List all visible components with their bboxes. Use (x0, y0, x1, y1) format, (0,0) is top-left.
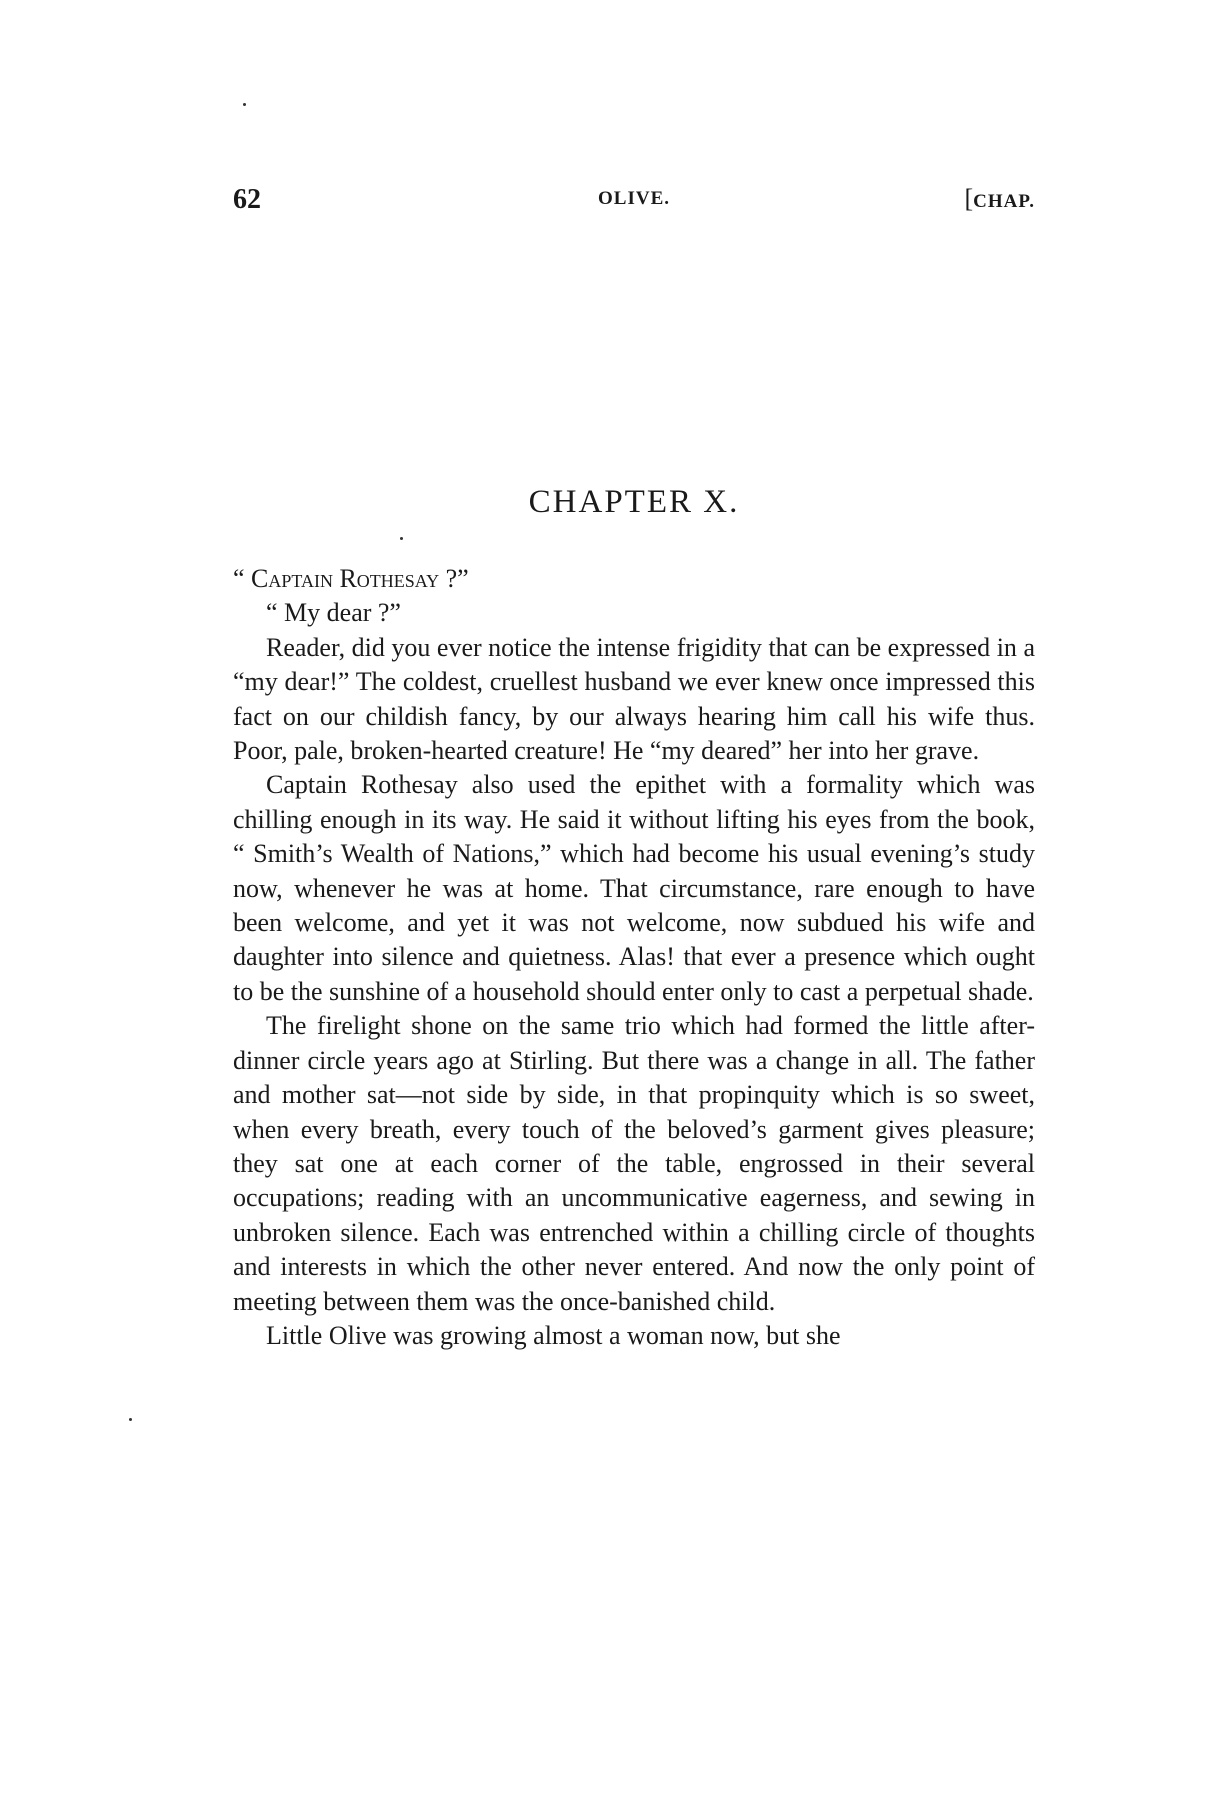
body-text (233, 562, 1035, 1353)
chapter-abbrev: CHAP. (973, 191, 1035, 212)
running-header (233, 184, 1035, 224)
running-title: OLIVE. (598, 188, 670, 209)
chapter-bracket: [ (964, 184, 974, 213)
chapter-heading: CHAPTER X. (528, 484, 740, 520)
paragraph: Reader, did you ever notice the intense frigidity that can be expressed in a “my dear!” The coldest, cruellest husband we ever knew once impressed this fact on our childish fancy, by our always hearing him call his wife thus. Poor, pale, broken-hearted creature! He “my deared” her into her grave. (233, 632, 1035, 766)
dialogue-line: “ My dear ?” (266, 598, 401, 628)
scan-speck (129, 1418, 132, 1421)
scan-speck (243, 103, 246, 106)
running-chapter-label (964, 184, 1035, 214)
paragraph: The firelight shone on the same trio which had formed the little after-dinner circle years ago at Stirling. But there was a change in all. The father and mother sat—not side by side, in that propinquity which is so sweet, when every breath, every touch of the beloved’s garment gives pleasure; they sat one at each corner of the table, engrossed in their several occupations; reading with an uncommunicative eagerness, and sewing in unbroken silence. Each was entrenched within a chilling circle of thoughts and interests in which the other never entered. And now the only point of meeting between them was the once-banished child. (233, 1011, 1035, 1316)
scan-speck (400, 537, 403, 540)
paragraph: Captain Rothesay also used the epithet with a formality which was chilling enough in its way. He said it without lifting his eyes from the book, “ Smith’s Wealth of Nations,” which had become his usual evening’s study now, whenever he was at home. That circumstance, rare enough to have been welcome, and yet it was not welcome, now subdued his wife and daughter into silence and quietness. Alas! that ever a presence which ought to be the sunshine of a household should enter only to cast a perpetual shade. (233, 770, 1035, 1006)
page-number: 62 (233, 184, 261, 215)
dialogue-line: “ Captain Rothesay ?” (233, 564, 469, 593)
paragraph: Little Olive was growing almost a woman now, but she (266, 1320, 841, 1350)
